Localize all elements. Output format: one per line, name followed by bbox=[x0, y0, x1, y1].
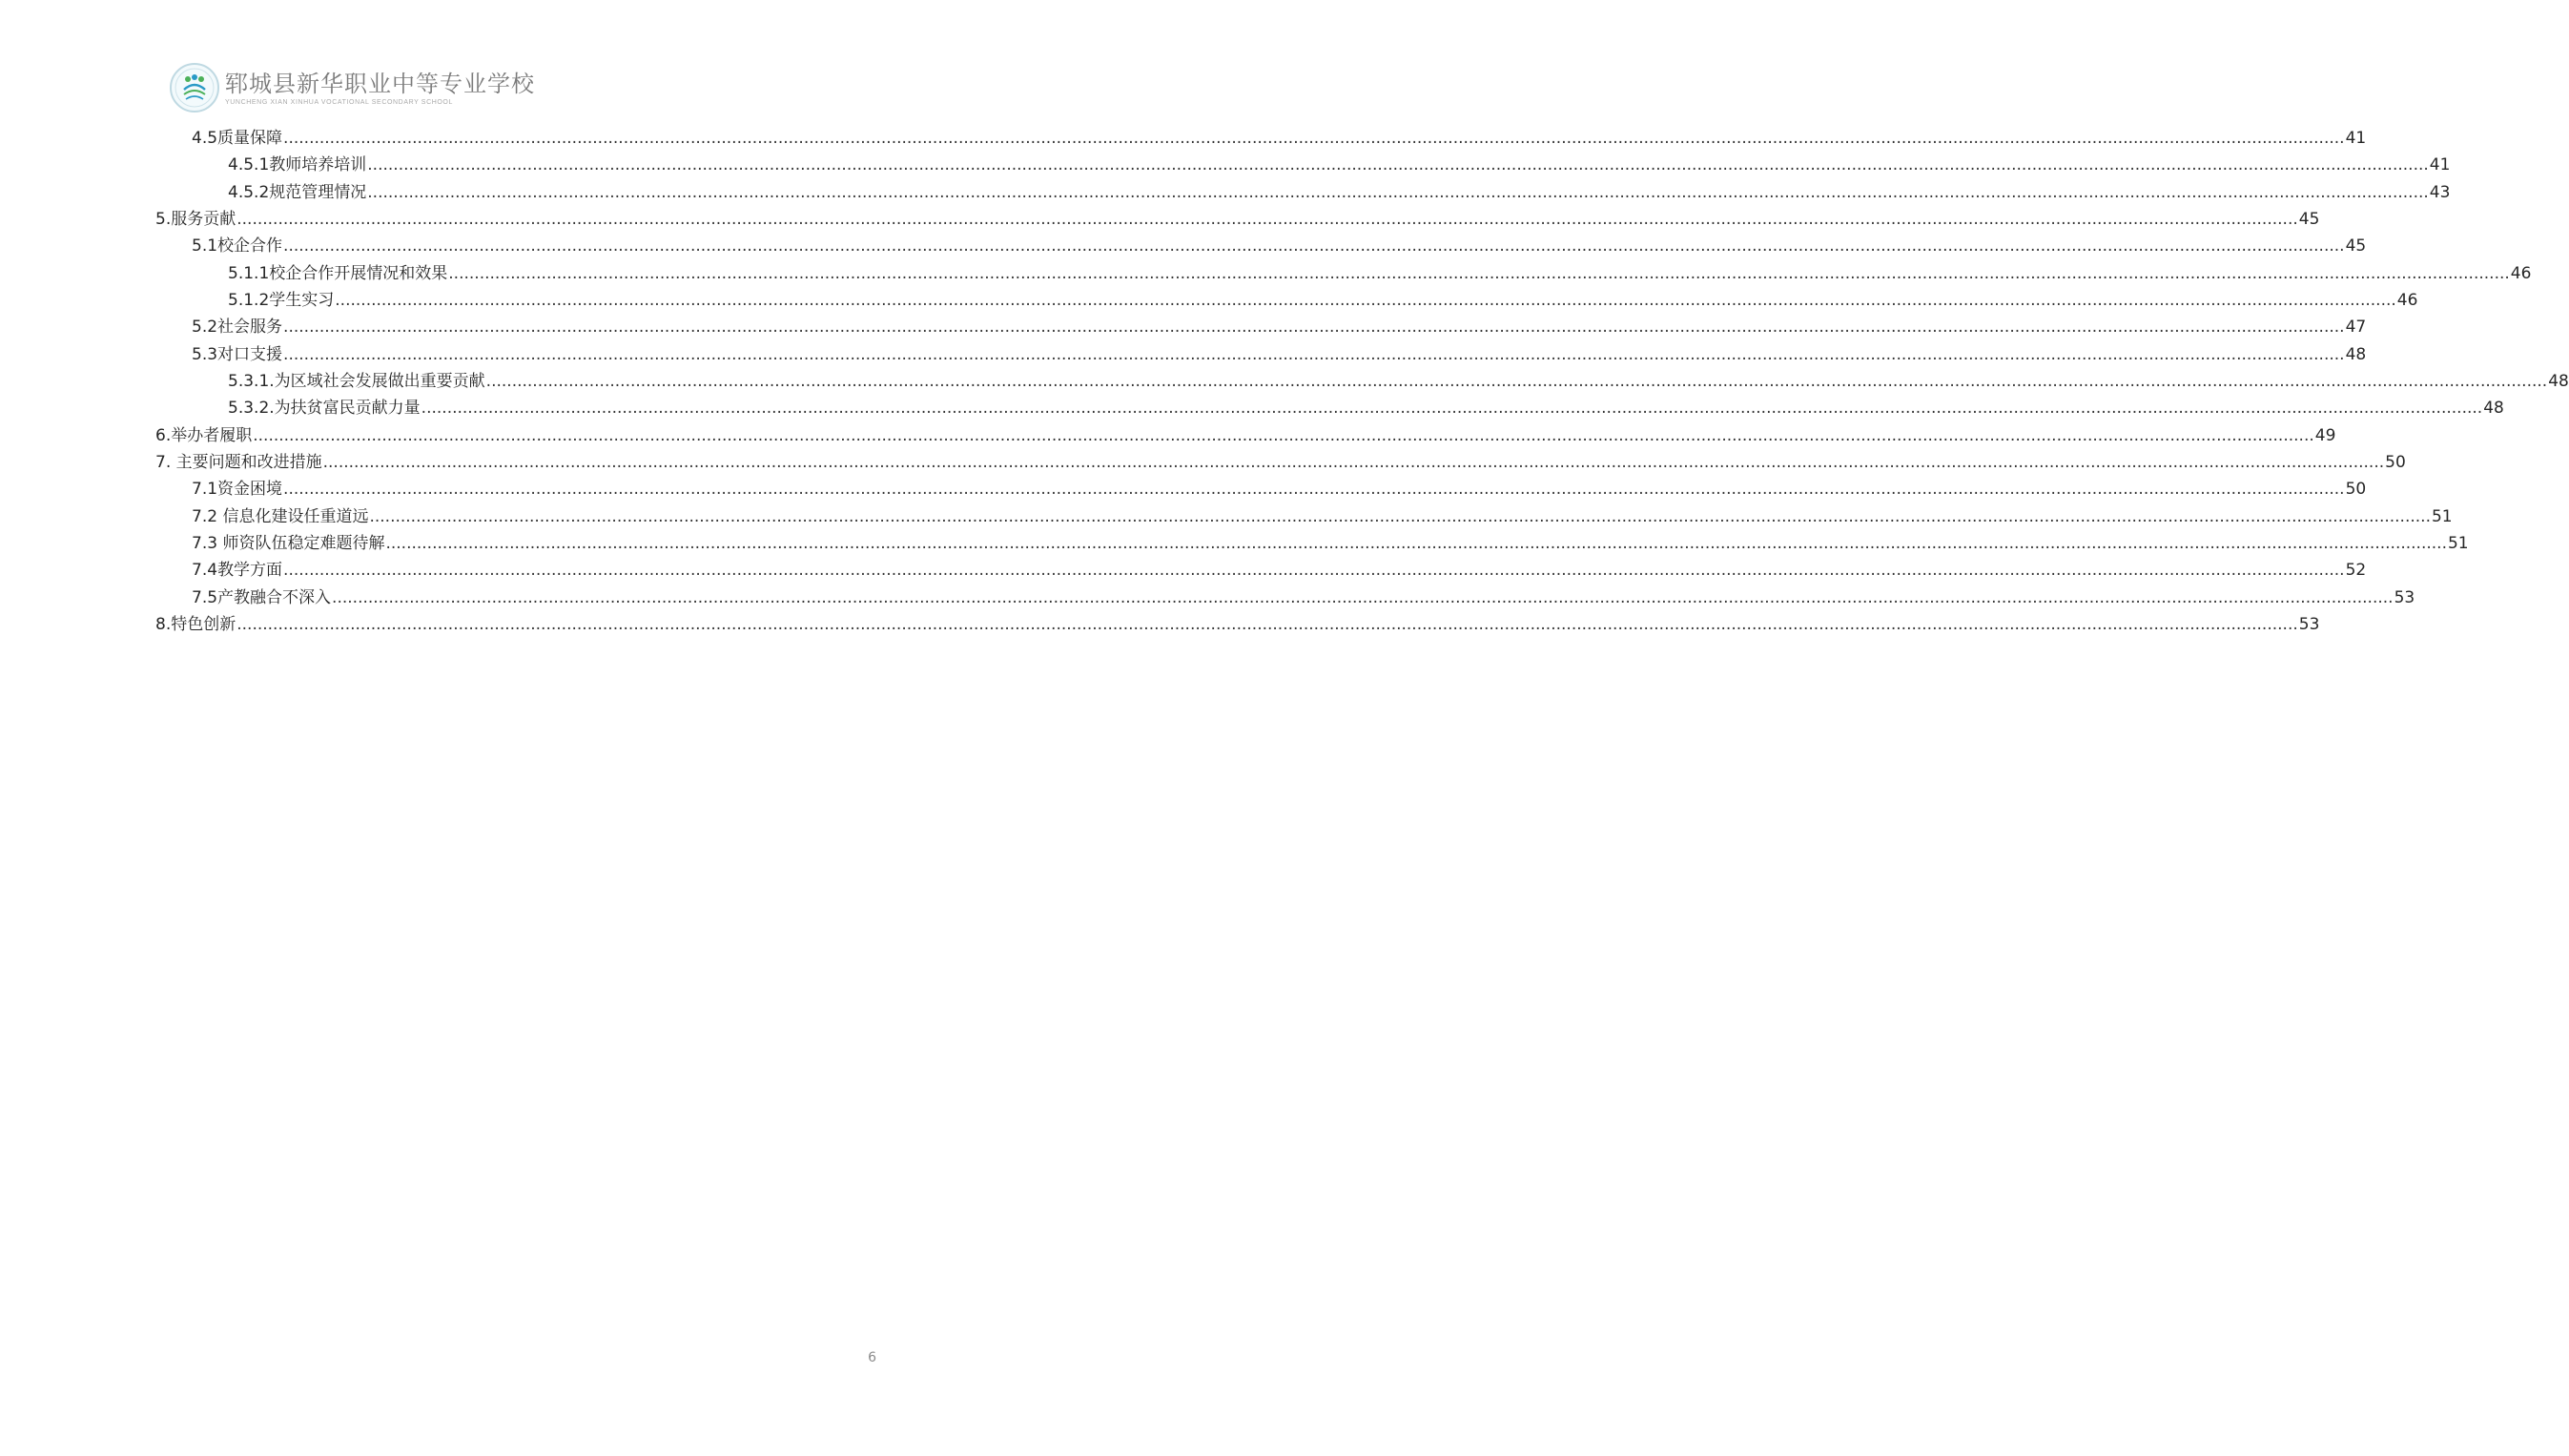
school-name: 郓城县新华职业中等专业学校 bbox=[225, 70, 535, 97]
toc-entry[interactable] bbox=[155, 125, 2367, 152]
toc-entry[interactable] bbox=[155, 503, 2453, 530]
toc-entry-label: 7.1资金困境 bbox=[192, 480, 283, 500]
toc-entry-label: 5.3.2.为扶贫富民贡献力量 bbox=[228, 399, 421, 419]
toc-entry-page-number: 49 bbox=[2314, 425, 2336, 445]
toc-entry[interactable] bbox=[155, 287, 2418, 314]
toc-entry-label: 7.4教学方面 bbox=[192, 561, 283, 581]
school-name-en: YUNCHENG XIAN XINHUA VOCATIONAL SECONDARY SCHOOL bbox=[225, 98, 453, 106]
toc-entry[interactable] bbox=[155, 314, 2367, 340]
toc-dot-leader: ................................................................................................................................................................................................................................................................................................................................................................................................................ bbox=[283, 236, 2345, 256]
toc-dot-leader: ................................................................................................................................................................................................................................................................................................................................................................................................................ bbox=[367, 155, 2429, 175]
school-logo-icon bbox=[170, 63, 219, 113]
toc-dot-leader: ................................................................................................................................................................................................................................................................................................................................................................................................................ bbox=[253, 425, 2314, 445]
toc-dot-leader: ................................................................................................................................................................................................................................................................................................................................................................................................................ bbox=[485, 371, 2548, 391]
toc-entry-label: 7.3 师资队伍稳定难题待解 bbox=[192, 533, 385, 553]
page-number: 6 bbox=[868, 1350, 876, 1365]
toc-entry-page-number: 50 bbox=[2385, 452, 2406, 472]
toc-entry-page-number: 47 bbox=[2345, 318, 2367, 338]
toc-entry[interactable] bbox=[155, 584, 2415, 611]
toc-entry[interactable] bbox=[155, 152, 2451, 178]
toc-dot-leader: ................................................................................................................................................................................................................................................................................................................................................................................................................ bbox=[367, 182, 2429, 202]
toc-entry-page-number: 52 bbox=[2345, 561, 2367, 581]
toc-dot-leader: ................................................................................................................................................................................................................................................................................................................................................................................................................ bbox=[283, 344, 2345, 364]
toc-dot-leader: ................................................................................................................................................................................................................................................................................................................................................................................................................ bbox=[283, 129, 2345, 148]
toc-entry[interactable] bbox=[155, 395, 2504, 421]
toc-entry[interactable] bbox=[155, 449, 2406, 476]
toc-dot-leader: ................................................................................................................................................................................................................................................................................................................................................................................................................ bbox=[421, 399, 2483, 419]
toc-dot-leader: ................................................................................................................................................................................................................................................................................................................................................................................................................ bbox=[283, 561, 2345, 581]
toc-entry-page-number: 45 bbox=[2345, 236, 2367, 256]
toc-dot-leader: ................................................................................................................................................................................................................................................................................................................................................................................................................ bbox=[283, 318, 2345, 338]
toc-dot-leader: ................................................................................................................................................................................................................................................................................................................................................................................................................ bbox=[369, 506, 2431, 526]
toc-entry-page-number: 50 bbox=[2345, 480, 2367, 500]
toc-entry[interactable] bbox=[155, 341, 2367, 368]
toc-entry-label: 6.举办者履职 bbox=[155, 425, 253, 445]
toc-dot-leader: ................................................................................................................................................................................................................................................................................................................................................................................................................ bbox=[448, 263, 2510, 283]
toc-entry-label: 8.特色创新 bbox=[155, 614, 236, 634]
toc-entry-label: 7.2 信息化建设任重道远 bbox=[192, 506, 369, 526]
toc-entry[interactable] bbox=[155, 611, 2320, 638]
toc-entry-label: 4.5.1教师培养培训 bbox=[228, 155, 367, 175]
toc-entry-label: 5.1.1校企合作开展情况和效果 bbox=[228, 263, 448, 283]
toc-entry[interactable] bbox=[155, 368, 2569, 395]
toc-entry[interactable] bbox=[155, 530, 2469, 557]
toc-entry-page-number: 41 bbox=[2345, 129, 2367, 148]
page-header bbox=[170, 61, 535, 114]
toc-entry-page-number: 41 bbox=[2429, 155, 2451, 175]
toc-dot-leader: ................................................................................................................................................................................................................................................................................................................................................................................................................ bbox=[322, 452, 2385, 472]
toc-entry-page-number: 51 bbox=[2431, 506, 2453, 526]
toc-entry-label: 5.3.1.为区域社会发展做出重要贡献 bbox=[228, 371, 485, 391]
toc-entry-page-number: 43 bbox=[2429, 182, 2451, 202]
toc-dot-leader: ................................................................................................................................................................................................................................................................................................................................................................................................................ bbox=[332, 587, 2394, 607]
toc-entry-page-number: 46 bbox=[2396, 290, 2418, 310]
toc-entry-page-number: 48 bbox=[2548, 371, 2569, 391]
toc-entry-label: 5.服务贡献 bbox=[155, 209, 236, 229]
toc-entry[interactable] bbox=[155, 179, 2451, 206]
toc-entry[interactable] bbox=[155, 422, 2336, 449]
toc-entry[interactable] bbox=[155, 260, 2532, 287]
toc-entry-label: 7. 主要问题和改进措施 bbox=[155, 452, 322, 472]
toc-entry-label: 5.1.2学生实习 bbox=[228, 290, 335, 310]
toc-entry-page-number: 48 bbox=[2483, 399, 2504, 419]
toc-entry-page-number: 45 bbox=[2298, 209, 2320, 229]
toc-entry-label: 4.5质量保障 bbox=[192, 129, 283, 148]
toc-dot-leader: ................................................................................................................................................................................................................................................................................................................................................................................................................ bbox=[236, 209, 2298, 229]
toc-entry-page-number: 46 bbox=[2510, 263, 2532, 283]
toc-entry-label: 7.5产教融合不深入 bbox=[192, 587, 332, 607]
toc-dot-leader: ................................................................................................................................................................................................................................................................................................................................................................................................................ bbox=[283, 480, 2345, 500]
toc-entry-label: 5.1校企合作 bbox=[192, 236, 283, 256]
toc-entry[interactable] bbox=[155, 233, 2367, 259]
toc-entry-label: 5.2社会服务 bbox=[192, 318, 283, 338]
toc-entry[interactable] bbox=[155, 476, 2367, 502]
toc-entry-page-number: 53 bbox=[2298, 614, 2320, 634]
toc-entry-label: 4.5.2规范管理情况 bbox=[228, 182, 367, 202]
toc-entry-page-number: 53 bbox=[2394, 587, 2415, 607]
toc-entry-page-number: 51 bbox=[2447, 533, 2469, 553]
toc-dot-leader: ................................................................................................................................................................................................................................................................................................................................................................................................................ bbox=[385, 533, 2447, 553]
toc-entry[interactable] bbox=[155, 557, 2367, 584]
toc-entry-label: 5.3对口支援 bbox=[192, 344, 283, 364]
toc-entry[interactable] bbox=[155, 206, 2320, 233]
toc-dot-leader: ................................................................................................................................................................................................................................................................................................................................................................................................................ bbox=[335, 290, 2396, 310]
toc-entry-page-number: 48 bbox=[2345, 344, 2367, 364]
toc-dot-leader: ................................................................................................................................................................................................................................................................................................................................................................................................................ bbox=[236, 614, 2298, 634]
table-of-contents bbox=[155, 125, 2569, 638]
